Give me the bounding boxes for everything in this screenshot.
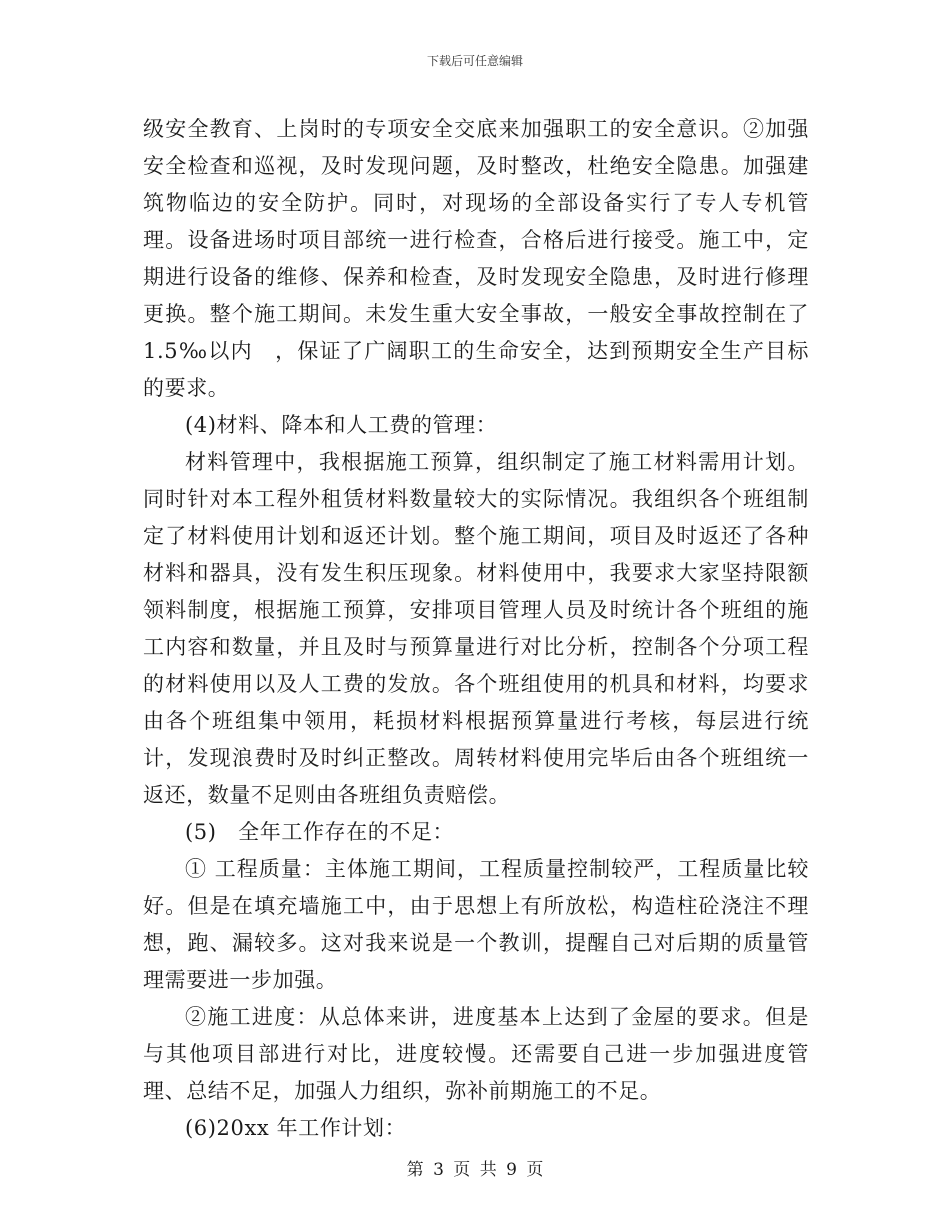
paragraph-safety: 级安全教育、上岗时的专项安全交底来加强职工的安全意识。②加强安全检查和巡视，及时发现问题，及时整改，杜绝安全隐患。加强建筑物临边的安全防护。同时，对现场的全部设备实行了专人专机管理。设备进场时项目部统一进行检查，合格后进行接受。施工中，定期进行设备的维修、保养和检查，及时发现安全隐患，及时进行修理更换。整个施工期间。未发生重大安全事故，一般安全事故控制在了 1.5‰以内 ，保证了广阔职工的生命安全，达到预期安全生产目标的要求。 bbox=[143, 117, 809, 400]
heading-materials: (4)材料、降本和人工费的管理： bbox=[185, 413, 498, 437]
page-number: 第 3 页 共 9 页 bbox=[406, 1160, 544, 1180]
page-header: 下载后可任意编辑 bbox=[426, 54, 523, 68]
document-body bbox=[143, 111, 809, 1147]
paragraph-progress: ②施工进度：从总体来讲，进度基本上达到了金屋的要求。但是与其他项目部进行对比，进度较慢。还需要自己进一步加强进度管理、总结不足，加强人力组织，弥补前期施工的不足。 bbox=[143, 1005, 809, 1103]
heading-shortcomings: (5) 全年工作存在的不足： bbox=[185, 820, 455, 844]
paragraph-materials: 材料管理中，我根据施工预算，组织制定了施工材料需用计划。同时针对本工程外租赁材料数量较大的实际情况。我组织各个班组制定了材料使用计划和返还计划。整个施工期间，项目及时返还了各种材料和器具，没有发生积压现象。材料使用中，我要求大家坚持限额领料制度，根据施工预算，安排项目管理人员及时统计各个班组的施工内容和数量，并且及时与预算量进行对比分析，控制各个分项工程的材料使用以及人工费的发放。各个班组使用的机具和材料，均要求由各个班组集中领用，耗损材料根据预算量进行考核，每层进行统计，发现浪费时及时纠正整改。周转材料使用完毕后由各个班组统一返还，数量不足则由各班组负责赔偿。 bbox=[143, 450, 809, 807]
paragraph-quality: ① 工程质量：主体施工期间，工程质量控制较严，工程质量比较好。但是在填充墙施工中，由于思想上有所放松，构造柱砼浇注不理想，跑、漏较多。这对我来说是一个教训，提醒自己对后期的质量管理需要进一步加强。 bbox=[143, 857, 809, 992]
heading-work-plan: (6)20xx 年工作计划： bbox=[185, 1116, 407, 1140]
